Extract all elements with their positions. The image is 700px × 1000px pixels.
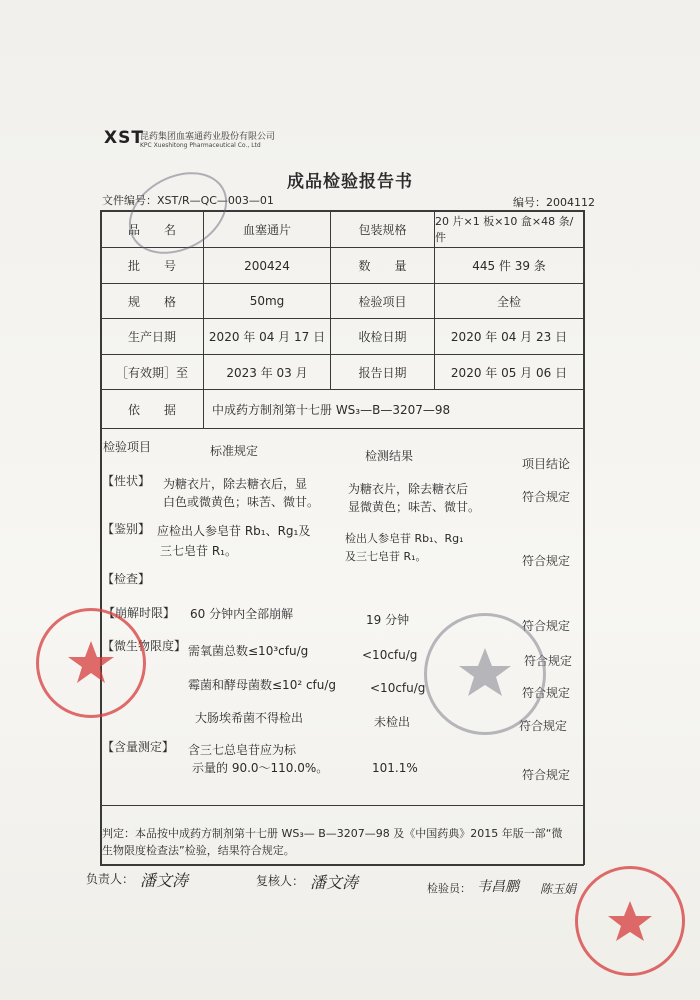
reviewer-label: 复核人：	[256, 874, 305, 888]
appearance-standard-2: 白色或微黄色；味苦、微甘。	[163, 495, 320, 509]
section-microbial-limit: 【微生物限度】	[102, 639, 187, 653]
label-batch: 批 号	[127, 259, 176, 273]
value-package-spec: 20 片×1 板×10 盒×48 条/件	[435, 215, 574, 244]
appearance-conclusion: 符合规定	[522, 490, 571, 504]
reviewer-signature: 潘文涛	[310, 873, 359, 892]
label-report-date: 报告日期	[358, 365, 407, 380]
assay-result: 101.1%	[372, 761, 418, 775]
assay-conclusion: 符合规定	[522, 768, 571, 782]
assay-standard-1: 含三七总皂苷应为标	[188, 743, 297, 757]
appearance-result-2: 显微黄色；味苦、微甘。	[348, 500, 481, 514]
table-border-right	[583, 210, 585, 865]
microbial-ecoli-result: 未检出	[374, 715, 411, 729]
appearance-result-1: 为糖衣片，除去糖衣后	[348, 482, 469, 496]
section-identification: 【鉴别】	[102, 522, 151, 536]
section-disintegration: 【崩解时限】	[103, 606, 176, 620]
microbial-ecoli-conclusion: 符合规定	[519, 719, 568, 733]
label-production-date: 生产日期	[127, 330, 176, 344]
leader-signature: 潘文涛	[140, 871, 189, 890]
value-receipt-date: 2020 年 04 月 23 日	[450, 330, 568, 344]
appearance-standard-1: 为糖衣片，除去糖衣后，显	[163, 477, 308, 491]
report-number: 编号：2004112	[513, 196, 595, 209]
microbial-mold-result: <10cfu/g	[370, 681, 426, 695]
logo-text: XST	[104, 128, 144, 148]
label-spec: 规 格	[127, 294, 176, 309]
inspector-signature: 韦昌鹏	[477, 879, 519, 895]
assay-standard-2: 示量的 90.0～110.0%。	[192, 761, 329, 775]
label-product-name: 品 名	[127, 222, 176, 237]
value-production-date: 2020 年 04 月 17 日	[208, 330, 326, 344]
identification-standard-2: 三七皂苷 R₁。	[160, 544, 237, 558]
results-col-result: 检测结果	[365, 449, 414, 463]
label-basis: 依 据	[127, 402, 176, 417]
value-expiry: 2023 年 03 月	[226, 365, 308, 380]
verdict-line-2: 生物限度检查法”检验，结果符合规定。	[102, 844, 295, 857]
identification-result-2: 及三七皂苷 R₁。	[345, 550, 427, 563]
value-test-items: 全检	[496, 294, 521, 309]
label-quantity: 数 量	[358, 259, 407, 273]
identification-conclusion: 符合规定	[522, 554, 571, 568]
red-seal-left	[36, 608, 146, 718]
gray-seal-center	[424, 613, 546, 735]
microbial-mold-conclusion: 符合规定	[522, 686, 571, 700]
report-title: 成品检验报告书	[287, 172, 413, 192]
value-report-date: 2020 年 05 月 06 日	[450, 365, 568, 380]
results-col-conclusion: 项目结论	[522, 457, 571, 471]
company-name-en: KPC Xueshitong Pharmaceutical Co., Ltd	[140, 142, 261, 149]
disintegration-conclusion: 符合规定	[522, 619, 571, 633]
disintegration-standard: 60 分钟内全部崩解	[190, 607, 294, 621]
document-number: 文件编号：XST/R—QC—003—01	[102, 194, 274, 207]
microbial-ecoli-standard: 大肠埃希菌不得检出	[195, 711, 304, 725]
label-expiry: ［有效期］至	[115, 365, 188, 380]
value-quantity: 445 件 39 条	[472, 259, 546, 273]
microbial-aerobic-standard: 需氧菌总数≤10³cfu/g	[188, 644, 309, 658]
results-col-standard: 标准规定	[210, 444, 259, 458]
row-line	[100, 428, 584, 429]
red-seal-bottom-right	[575, 866, 685, 976]
value-basis: 中成药方制剂第十七册 WS₃—B—3207—98	[212, 402, 451, 417]
row-line	[100, 805, 584, 806]
value-product-name: 血塞通片	[242, 222, 291, 237]
leader-label: 负责人：	[86, 872, 135, 886]
microbial-mold-standard: 霉菌和酵母菌数≤10² cfu/g	[188, 678, 337, 692]
label-package-spec: 包装规格	[358, 222, 407, 237]
verdict-line-1: 判定：本品按中成药方制剂第十七册 WS₃— B—3207—98 及《中国药典》2015 年版一部“微	[102, 827, 563, 840]
inspector-signature-2: 陈玉娟	[540, 882, 577, 896]
identification-result-1: 检出人参皂苷 Rb₁、Rg₁	[345, 532, 464, 545]
value-spec: 50mg	[249, 294, 285, 308]
inspector-label: 检验员：	[427, 882, 471, 895]
value-batch: 200424	[244, 258, 290, 273]
microbial-aerobic-result: <10cfu/g	[362, 648, 418, 662]
company-name-cn: 昆药集团血塞通药业股份有限公司	[140, 132, 276, 142]
section-appearance: 【性状】	[102, 474, 151, 488]
table-border-bottom	[100, 864, 584, 866]
results-col-item: 检验项目	[103, 440, 152, 454]
disintegration-result: 19 分钟	[366, 613, 410, 627]
section-inspection: 【检查】	[102, 572, 151, 586]
identification-standard-1: 应检出人参皂苷 Rb₁、Rg₁及	[157, 524, 311, 538]
label-receipt-date: 收检日期	[358, 330, 407, 344]
microbial-aerobic-conclusion: 符合规定	[524, 654, 573, 668]
section-assay: 【含量测定】	[102, 740, 175, 754]
label-test-items: 检验项目	[358, 294, 407, 309]
